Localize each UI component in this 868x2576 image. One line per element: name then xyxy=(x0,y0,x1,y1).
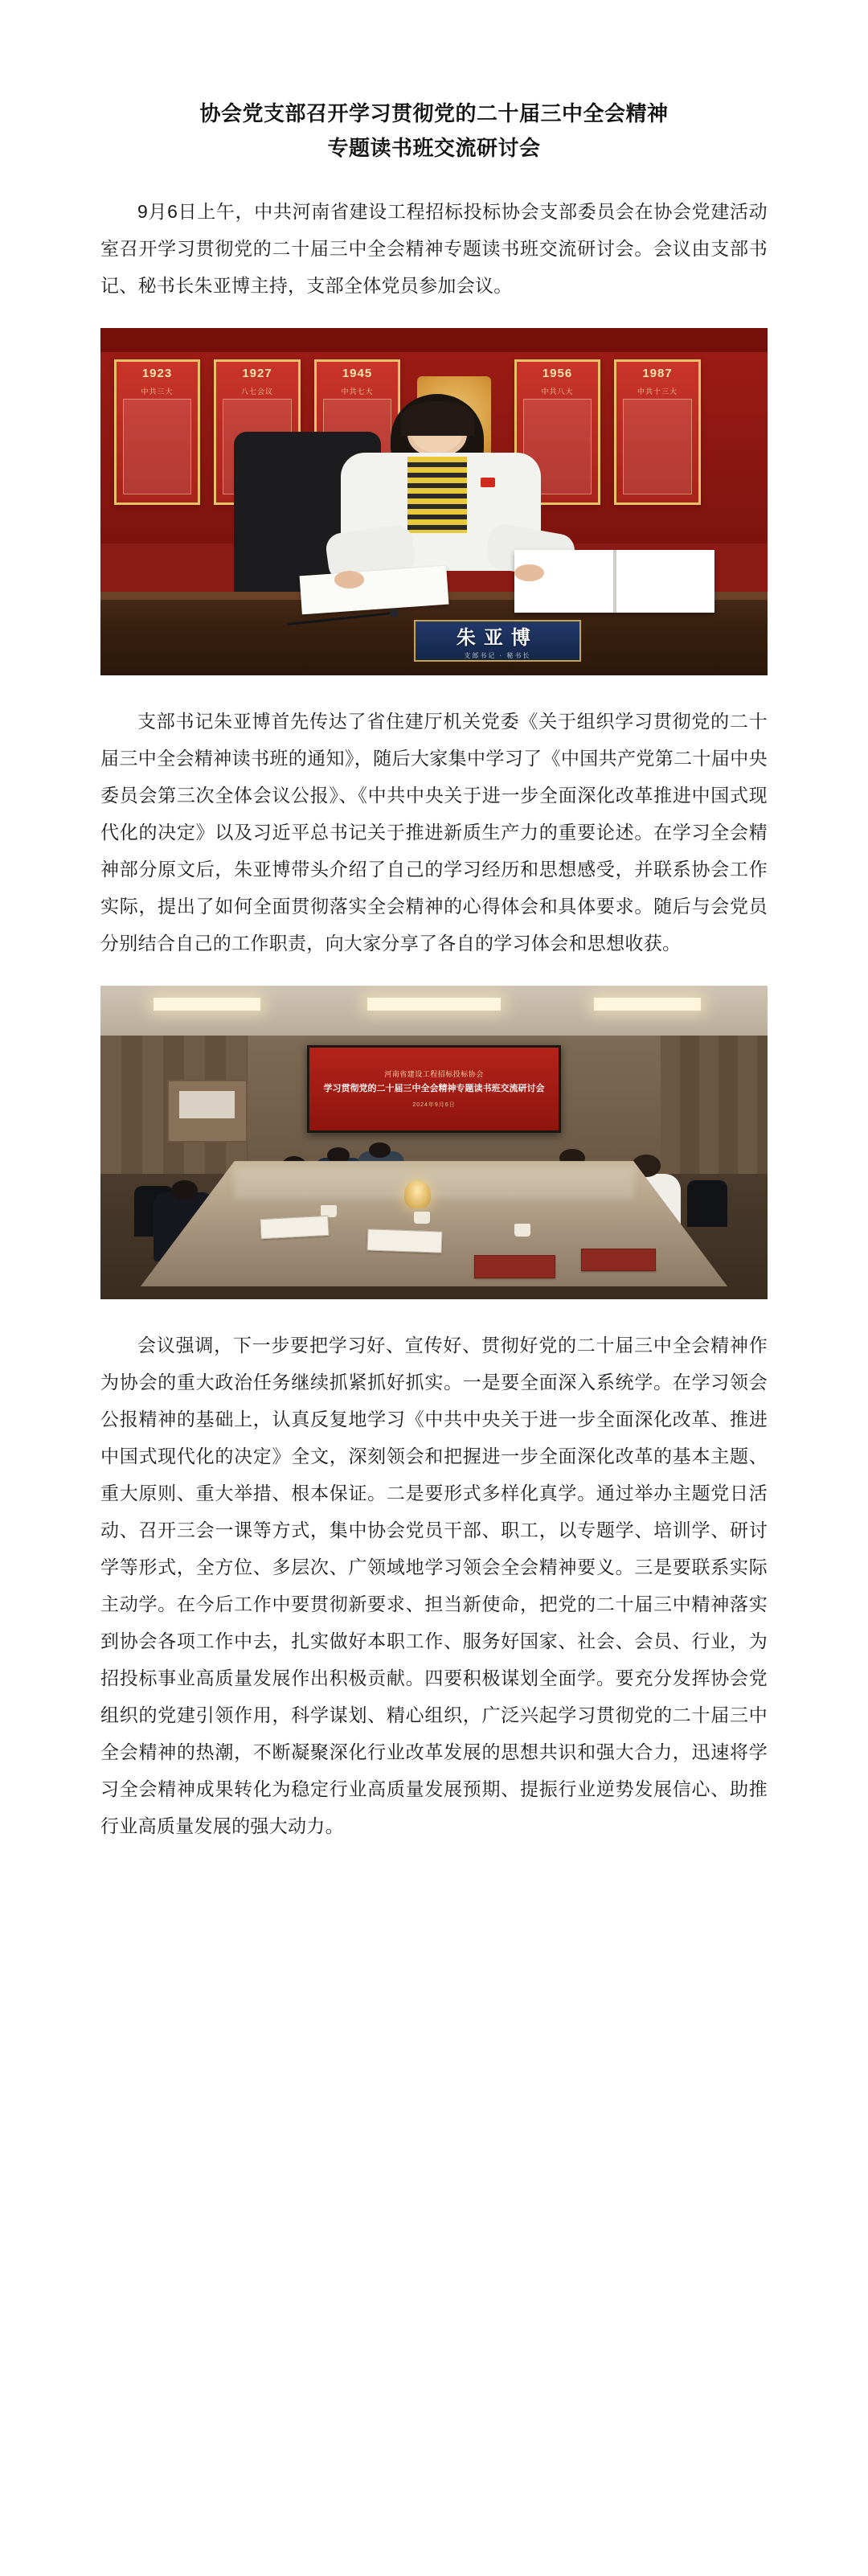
backdrop-panel-3-year: 1945 xyxy=(342,366,373,380)
screen-line-2: 学习贯彻党的二十届三中全会精神专题读书班交流研讨会 xyxy=(323,1084,545,1094)
backdrop-panel-5-sub: 中共十三大 xyxy=(637,387,678,396)
backdrop-panel-1 xyxy=(114,359,201,505)
chair-back-right xyxy=(687,1180,727,1228)
photo-1-scene xyxy=(100,328,768,675)
water-cup-3 xyxy=(514,1224,530,1237)
paragraph-3-text: 会议强调，下一步要把学习好、宣传好、贯彻好党的二十届三中全会精神作为协会的重大政治任务继续抓紧抓好抓实。一是要全面深入系统学。在学习领会公报精神的基础上，认真反复地学习《中共中央关于进一步全面深化改革、推进中国式现代化的决定》全文，深刻领会和把握进一步全面深化改革的基本主题、重大原则、重大举措、根本保证。二是要形式多样化真学。通过举办主题党日活动、召开三会一课等方式，集中协会党员干部、职工，以专题学、培训学、研讨学等形式，全方位、多层次、广领域地学习领会全会精神要义。三是要联系实际主动学。在今后工作中要贯彻新要求、担当新使命，把党的二十届三中精神落实到协会各项工作中去，扎实做好本职工作、服务好国家、社会、会员、行业，为招投标事业高质量发展作出积极贡献。四要积极谋划全面学。要充分发挥协会党组织的党建引领作用，科学谋划、精心组织，广泛兴起学习贯彻党的二十届三中全会精神的热潮，不断凝聚深化行业改革发展的思想共识和强大合力，迅速将学习全会精神成果转化为稳定行业高质量发展预期、提振行业逆势发展信心、助推行业高质量发展的强大动力。 xyxy=(100,1334,768,1836)
table-reflection xyxy=(234,1167,634,1199)
backdrop-panel-1-year: 1923 xyxy=(141,366,173,380)
photo-conference-room xyxy=(100,986,768,1299)
backdrop-panel-1-sub: 中共三大 xyxy=(141,387,174,396)
ceiling-light-1 xyxy=(154,998,260,1011)
ceiling-light-3 xyxy=(594,998,701,1011)
photo-woman-reading xyxy=(100,328,768,675)
backdrop-panel-3-sub: 中共七大 xyxy=(341,387,374,396)
open-book xyxy=(514,550,714,613)
nameplate-role: 支部书记 · 秘书长 xyxy=(464,651,531,659)
meeting-document-2 xyxy=(367,1229,443,1253)
screen-line-3: 2024年9月6日 xyxy=(412,1101,456,1108)
side-cabinet xyxy=(167,1080,248,1142)
paragraph-2 xyxy=(100,703,768,962)
backdrop-top-band xyxy=(100,328,768,352)
presentation-screen xyxy=(307,1045,560,1133)
page-title-line-2: 专题读书班交流研讨会 xyxy=(327,135,541,160)
ceiling xyxy=(100,986,768,1036)
party-badge-icon xyxy=(481,478,495,488)
person-striped-shirt xyxy=(407,457,468,533)
paragraph-2-text: 支部书记朱亚博首先传达了省住建厅机关党委《关于组织学习贯彻党的二十届三中全会精神读书班的通知》，随后大家集中学习了《中国共产党第二十届中央委员会第三次全体会议公报》、《中共中央关于进一步全面深化改革推进中国式现代化的决定》以及习近平总书记关于推进新质生产力的重要论述。在学习全会精神部分原文后，朱亚博带头介绍了自己的学习经历和思想感受，并联系协会工作实际，提出了如何全面贯彻落实全会精神的心得体会和具体要求。随后与会党员分别结合自己的工作职责，向大家分享了各自的学习体会和思想收获。 xyxy=(100,710,768,954)
person-hair-top xyxy=(401,401,474,436)
backdrop-panel-5-year: 1987 xyxy=(642,366,673,380)
photo-2-scene xyxy=(100,986,768,1299)
person-left-hand xyxy=(334,571,364,589)
page-title-line-1: 协会党支部召开学习贯彻党的二十届三中全会精神 xyxy=(199,101,669,125)
study-booklet-1 xyxy=(474,1255,556,1278)
backdrop-panel-2-sub: 八七会议 xyxy=(241,387,274,396)
ceiling-light-2 xyxy=(367,998,501,1011)
article-content xyxy=(100,0,768,1844)
meeting-document-1 xyxy=(260,1216,330,1240)
person-right-hand xyxy=(514,564,544,582)
paragraph-1-text: 9月6日上午，中共河南省建设工程招标投标协会支部委员会在协会党建活动室召开学习贯彻党的二十届三中全会精神专题读书班交流研讨会。会议由支部书记、秘书长朱亚博主持，支部全体党员参加会议。 xyxy=(100,200,768,296)
backdrop-panel-4-year: 1956 xyxy=(542,366,573,380)
attendee-left-5-head xyxy=(369,1142,391,1158)
backdrop-panel-4-sub: 中共八大 xyxy=(541,387,574,396)
desk-nameplate xyxy=(414,620,581,662)
study-booklet-2 xyxy=(581,1249,656,1270)
table-lamp xyxy=(404,1180,431,1208)
backdrop-panel-5-inner xyxy=(623,399,692,494)
page-title xyxy=(100,96,768,166)
backdrop-panel-1-inner xyxy=(123,399,192,494)
attendee-left-1-head xyxy=(171,1180,198,1200)
paragraph-1 xyxy=(100,193,768,304)
backdrop-panel-2-year: 1927 xyxy=(242,366,272,380)
nameplate-name: 朱亚博 xyxy=(456,626,538,649)
water-cup-2 xyxy=(414,1212,430,1224)
backdrop-panel-5 xyxy=(614,359,701,505)
wood-paneling-right xyxy=(661,1036,768,1174)
attendee-left-4-head xyxy=(327,1147,350,1163)
paragraph-3 xyxy=(100,1327,768,1844)
screen-line-1: 河南省建设工程招标投标协会 xyxy=(384,1069,484,1078)
